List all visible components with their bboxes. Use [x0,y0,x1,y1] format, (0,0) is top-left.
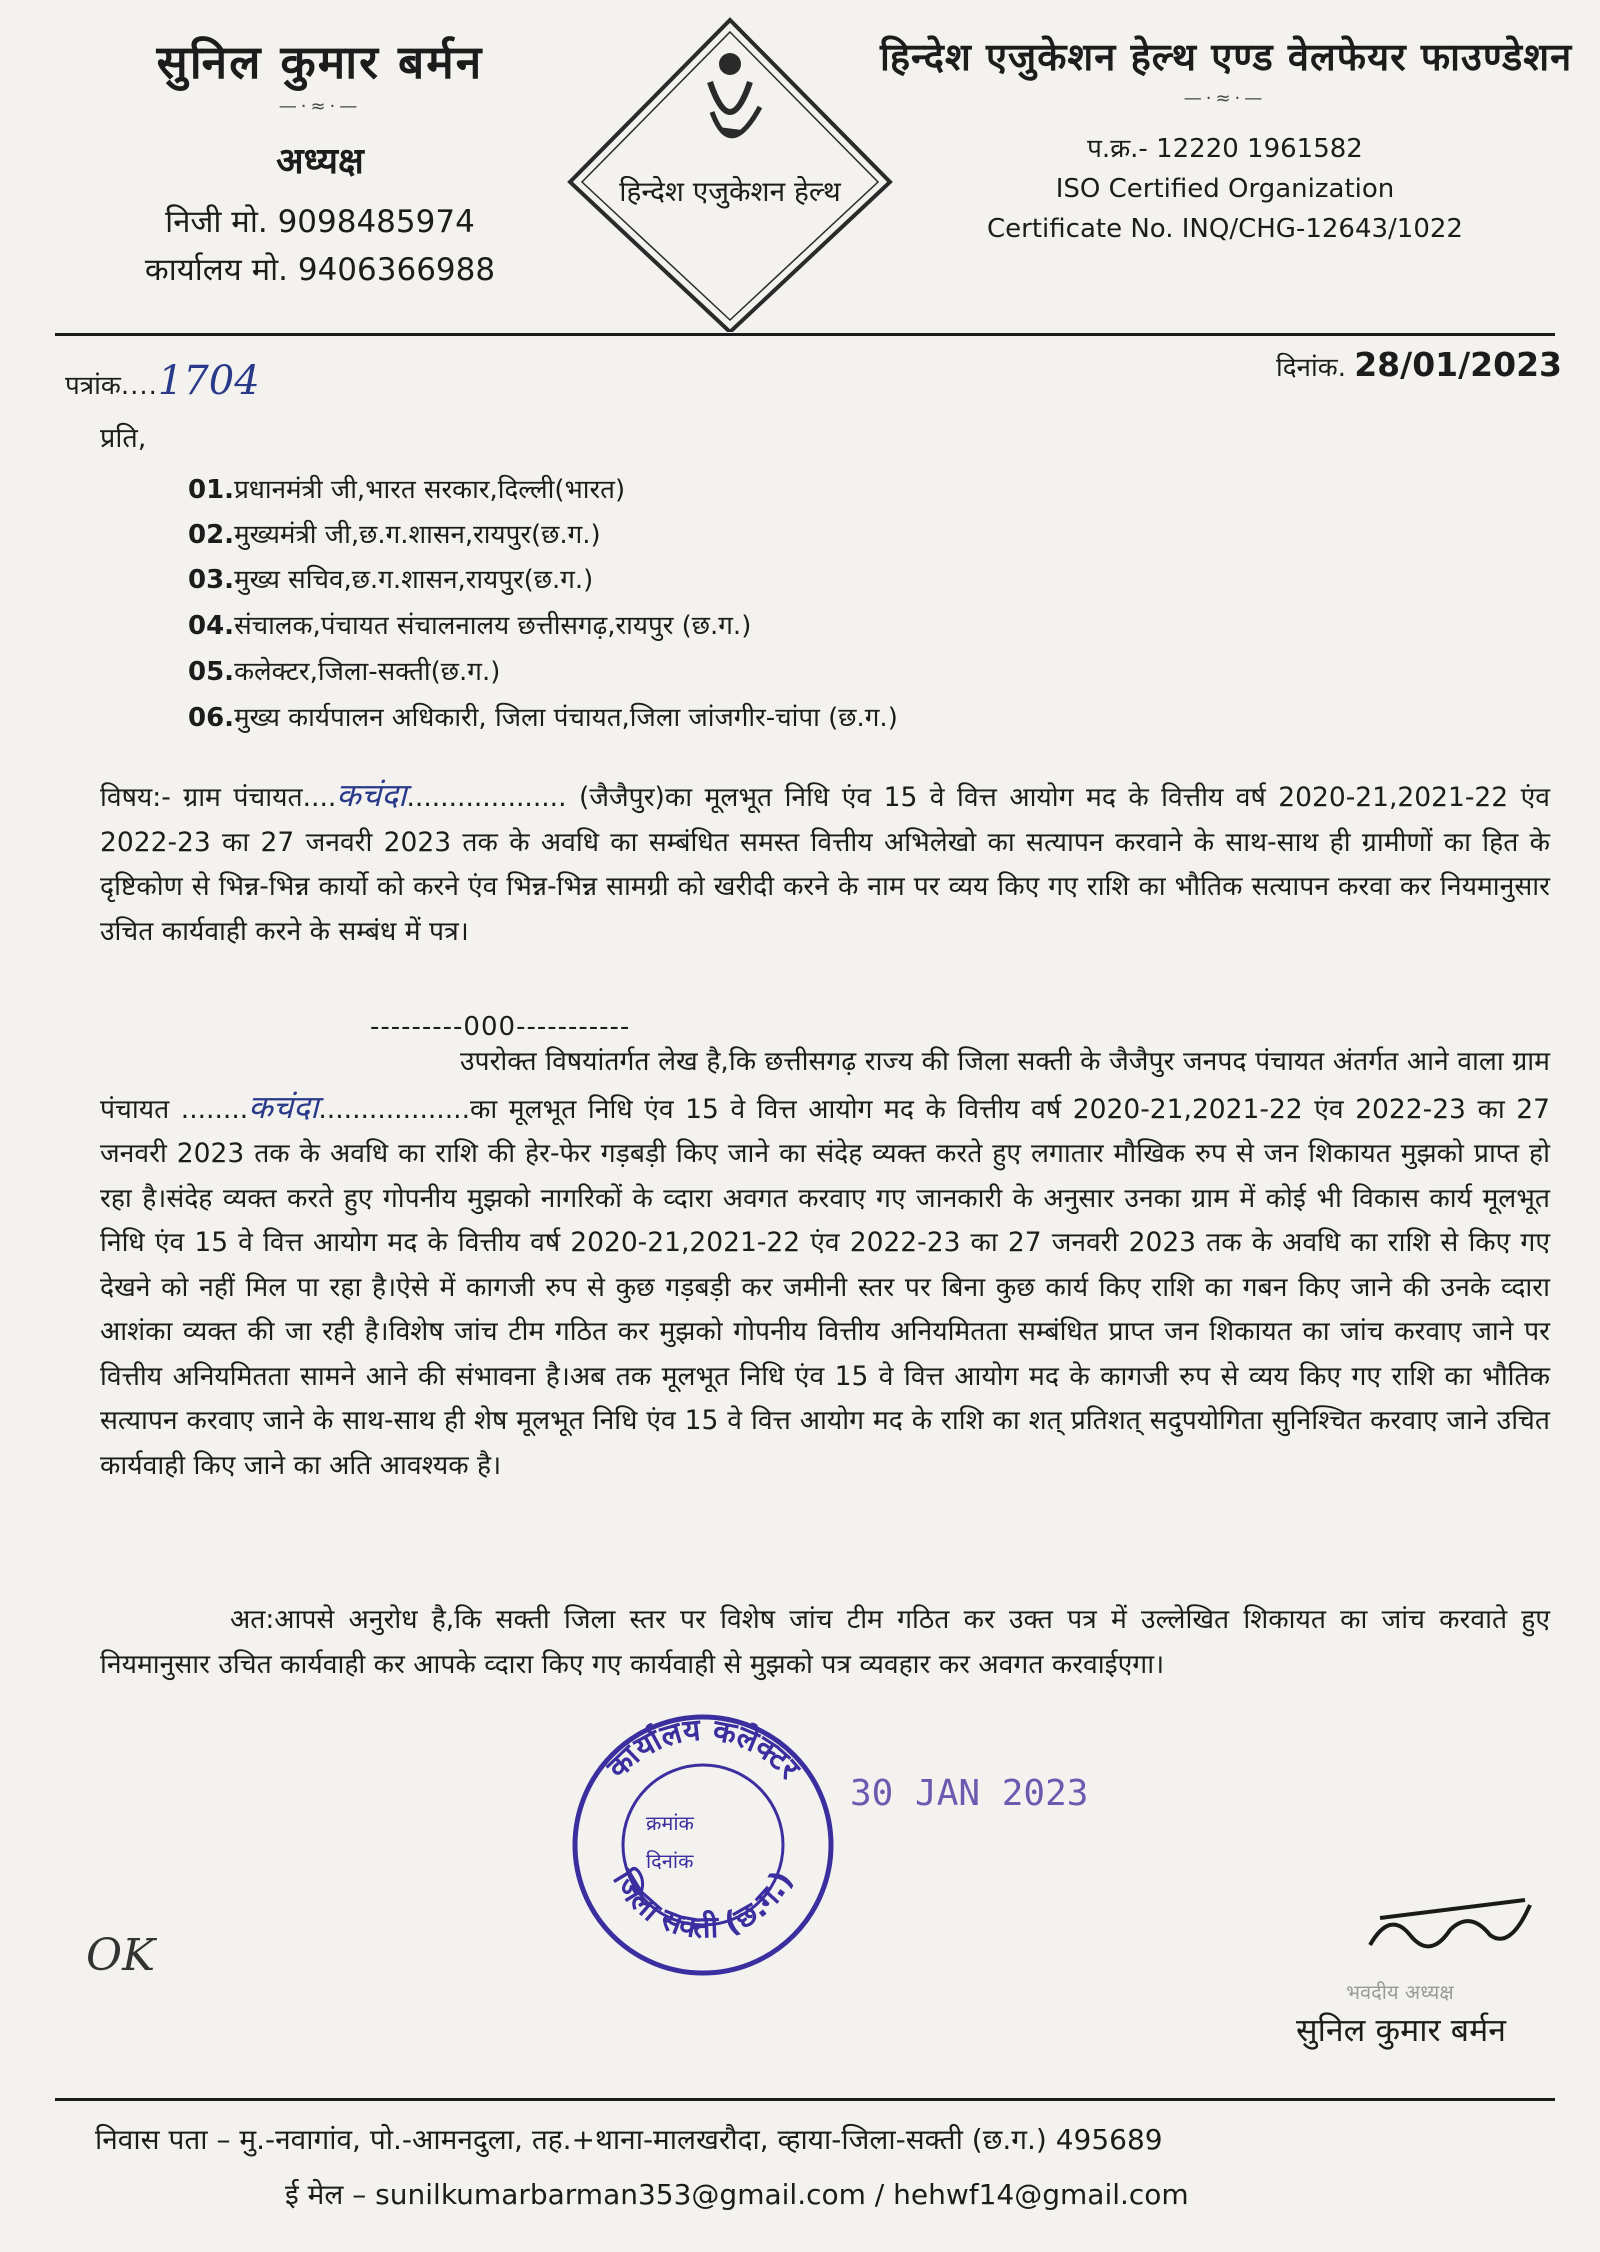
ref-value: 1704 [157,358,260,404]
president-role: अध्यक्ष [276,141,364,182]
ornament-divider: —·≈·— [1183,88,1267,109]
collector-office-stamp [568,1710,838,1980]
organization-name: हिन्देश एजुकेशन हेल्थ एण्ड वेलफेयर फाउण्डेशन [880,35,1573,79]
reference-number: पत्रांक....1704 [65,358,260,404]
round-stamp-icon [568,1710,838,1980]
iso-label: ISO Certified Organization [1055,174,1395,204]
handwritten-village: कचंदा [248,1087,319,1126]
svg-text:दिनांक: दिनांक [646,1849,694,1873]
letter-date: दिनांक. 28/01/2023 [1276,345,1563,384]
president-name: सुनिल कुमार बर्मन [156,35,484,89]
recipient-item: 04.संचालक,पंचायत संचालनालय छत्तीसगढ़,रायपुर (छ.ग.) [188,611,752,641]
president-block [60,30,580,294]
received-date-stamp: 30 JAN 2023 [850,1773,1089,1814]
date-label: दिनांक [1276,353,1338,383]
signatory-name: सुनिल कुमार बर्मन [1296,2011,1506,2049]
to-label: प्रति, [100,423,147,454]
svg-text:क्रमांक: क्रमांक [646,1811,694,1835]
body-paragraph-2: अत:आपसे अनुरोध है,कि सक्ती जिला स्तर पर विशेष जांच टीम गठित कर उक्त पत्र में उल्लेखित शिकायत का जांच करवाते हुए नियमानुसार उचित कार्यवाही कर आपके व्दारा किए गए कार्यवाही से मुझको पत्र व्यवहार कर अवगत करवाईएगा। [100,1604,1550,1680]
subject-label: विषय:- [100,782,171,813]
residence-address: निवास पता – मु.-नवागांव, पो.-आमनदुला, तह.+थाना-मालखरौदा, व्हाया-जिला-सक्ती (छ.ग.) 495689 [95,2123,1163,2156]
subject-text: (जैजैपुर)का मूलभूत निधि एंव 15 वे वित्त आयोग मद के वित्तीय वर्ष 2020-21,2021-22 एंव 2022-23 का 27 जनवरी 2023 तक के अवधि का सम्बंधित समस्त वित्तीय अभिलेखो का सत्यापन करवाने के साथ-साथ ही ग्रामीणों का हित के दृष्टिकोण से भिन्न-भिन्न कार्यो को करने एंव भिन्न-भिन्न सामग्री को खरीदी करने के नाम पर व्यय किए गए राशि का भौतिक सत्यापन करवा कर नियमानुसार उचित कार्यवाही करने के सम्बंध में पत्र। [100,782,1550,947]
personal-mobile: निजी मो. 9098485974 [165,204,475,240]
organization-block [880,30,1573,249]
ornament-divider: —·≈·— [278,96,362,117]
recipient-item: 06.मुख्य कार्यपालन अधिकारी, जिला पंचायत,जिला जांजगीर-चांपा (छ.ग.) [188,703,898,733]
header-rule [55,333,1555,336]
subject-paragraph: विषय:- ग्राम पंचायत....कचंदा................... (जैजैपुर)का मूलभूत निधि एंव 15 वे वित्त आयोग मद के वित्तीय वर्ष 2020-21,2021-22 एंव 2022-23 का 27 जनवरी 2023 तक के अवधि का सम्बंधित समस्त वित्तीय अभिलेखो का सत्यापन करवाने के साथ-साथ ही ग्रामीणों का हित के दृष्टिकोण से भिन्न-भिन्न कार्यो को करने एंव भिन्न-भिन्न सामग्री को खरीदी करने के नाम पर व्यय किए गए राशि का भौतिक सत्यापन करवा कर नियमानुसार उचित कार्यवाही करने के सम्बंध में पत्र। [100,776,1550,947]
recipient-item: 03.मुख्य सचिव,छ.ग.शासन,रायपुर(छ.ग.) [188,565,594,595]
signature-role: भवदीय अध्यक्ष [1346,1980,1454,2004]
recipient-item: 05.कलेक्टर,जिला-सक्ती(छ.ग.) [188,657,501,687]
date-value: 28/01/2023 [1354,345,1563,384]
registration-number: प.क्र.- 12220 1961582 [1087,134,1363,164]
email-addresses: ई मेल – sunilkumarbarman353@gmail.com / hehwf14@gmail.com [285,2178,1189,2211]
logo-caption: हिन्देश एजुकेशन हेल्थ [619,175,841,208]
organization-logo [560,12,900,332]
recipient-item: 01.प्रधानमंत्री जी,भारत सरकार,दिल्ली(भारत) [188,475,626,505]
ref-label: पत्रांक [65,371,121,401]
footer-rule [55,2098,1555,2101]
handwritten-village: कचंदा [336,776,407,814]
recipient-item: 02.मुख्यमंत्री जी,छ.ग.शासन,रायपुर(छ.ग.) [188,520,601,550]
ok-annotation: OK [86,1930,155,1981]
svg-text:कार्यालय कलेक्टर: कार्यालय कलेक्टर [600,1712,807,1786]
office-mobile: कार्यालय मो. 9406366988 [144,252,496,288]
certificate-number: Certificate No. INQ/CHG-12643/1022 [987,214,1463,244]
signature [1360,1890,1540,1974]
body-paragraph-1: उपरोक्त विषयांतर्गत लेख है,कि छत्तीसगढ़ राज्य की जिला सक्ती के जैजैपुर जनपद पंचायत अंतर्गत आने वाला ग्राम पंचायत ........कचंदा..................का मूलभूत निधि एंव 15 वे वित्त आयोग मद के वित्तीय वर्ष 2020-21,2021-22 एंव 2022-23 का 27 जनवरी 2023 तक के अवधि का राशि की हेर-फेर गड़बड़ी किए जाने का संदेह व्यक्त करते हुए लगातार मौखिक रुप से जन शिकायत मुझको प्राप्त हो रहा है।संदेह व्यक्त करते हुए गोपनीय मुझको नागरिकों के व्दारा अवगत करवाए गए जानकारी के अनुसार उनका ग्राम में कोई भी विकास कार्य मूलभूत निधि एंव 15 वे वित्त आयोग मद के वित्तीय वर्ष 2020-21,2021-22 एंव 2022-23 का 27 जनवरी 2023 तक के अवधि का राशि से किए गए देखने को नहीं मिल पा रहा है।ऐसे में कागजी रुप से कुछ गड़बड़ी कर जमीनी स्तर पर बिना कुछ कार्य किए राशि का गबन किए जाने की उनके व्दारा आशंका व्यक्त की जा रही है।विशेष जांच टीम गठित कर मुझको गोपनीय वित्तीय अनियमितता सम्बंधित प्राप्त जन शिकायत का जांच करवाए जाने पर वित्तीय अनियमितता सामने आने की संभावना है।अब तक मूलभूत निधि एंव 15 वे वित्त आयोग मद के कागजी रुप से व्यय किए गए राशि का भौतिक सत्यापन करवाए जाने के साथ-साथ ही शेष मूलभूत निधि एंव 15 वे वित्त आयोग मद के राशि का शत् प्रतिशत् सदुपयोगिता सुनिश्चित करवाए जाने उचित कार्यवाही किए जाने का अति आवश्यक है। [100,1046,1550,1481]
separator: ---------000----------- [370,1012,631,1042]
svg-text:जिला सक्ती (छ.ग.): जिला सक्ती (छ.ग.) [605,1863,801,1946]
